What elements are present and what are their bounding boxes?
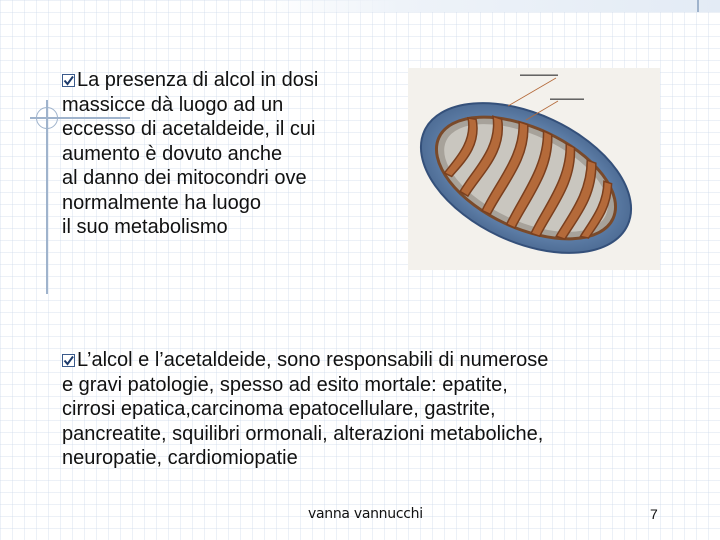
paragraph-1-line: aumento è dovuto anche	[62, 142, 283, 165]
bullet-paragraph-1	[62, 68, 318, 240]
paragraph-1-line: massicce dà luogo ad un	[62, 93, 284, 116]
paragraph-1-line: il suo metabolismo	[62, 216, 228, 238]
paragraph-1-line	[62, 68, 318, 93]
checkbox-bullet-icon	[62, 349, 75, 362]
paragraph-2-line	[62, 348, 548, 373]
figure-label-1	[520, 73, 560, 77]
footer-author: vanna vannucchi	[308, 506, 423, 522]
decorative-circle	[36, 107, 58, 129]
paragraph-1-line: normalmente ha luogo	[62, 191, 262, 214]
bullet-paragraph-2	[62, 348, 548, 471]
paragraph-2-line: e gravi patologie, spesso ad esito mortale: epatite,	[62, 373, 508, 396]
top-decorative-band	[262, 0, 720, 12]
paragraph-1-line: al danno dei mitocondri ove	[62, 167, 307, 189]
mitochondrion-illustration	[408, 68, 660, 270]
page-number: 7	[650, 506, 658, 522]
mitochondrion-drawing	[408, 68, 660, 270]
figure-label-2	[550, 97, 586, 101]
paragraph-1-text: La presenza di alcol in dosi	[77, 69, 319, 91]
checkbox-bullet-icon	[62, 69, 75, 82]
paragraph-1-line: eccesso di acetaldeide, il cui	[62, 118, 316, 140]
paragraph-2-line: pancreatite, squilibri ormonali, alterazioni metaboliche,	[62, 422, 544, 445]
paragraph-2-line: cirrosi epatica,carcinoma epatocellulare, gastrite,	[62, 398, 496, 420]
label-pointer-1	[508, 78, 556, 106]
left-decorative-vertical-line	[46, 100, 48, 294]
paragraph-2-line: neuropatie, cardiomiopatie	[62, 447, 298, 469]
paragraph-2-text: L’alcol e l’acetaldeide, sono responsabili di numerose	[77, 349, 549, 371]
right-decorative-line	[697, 0, 699, 12]
